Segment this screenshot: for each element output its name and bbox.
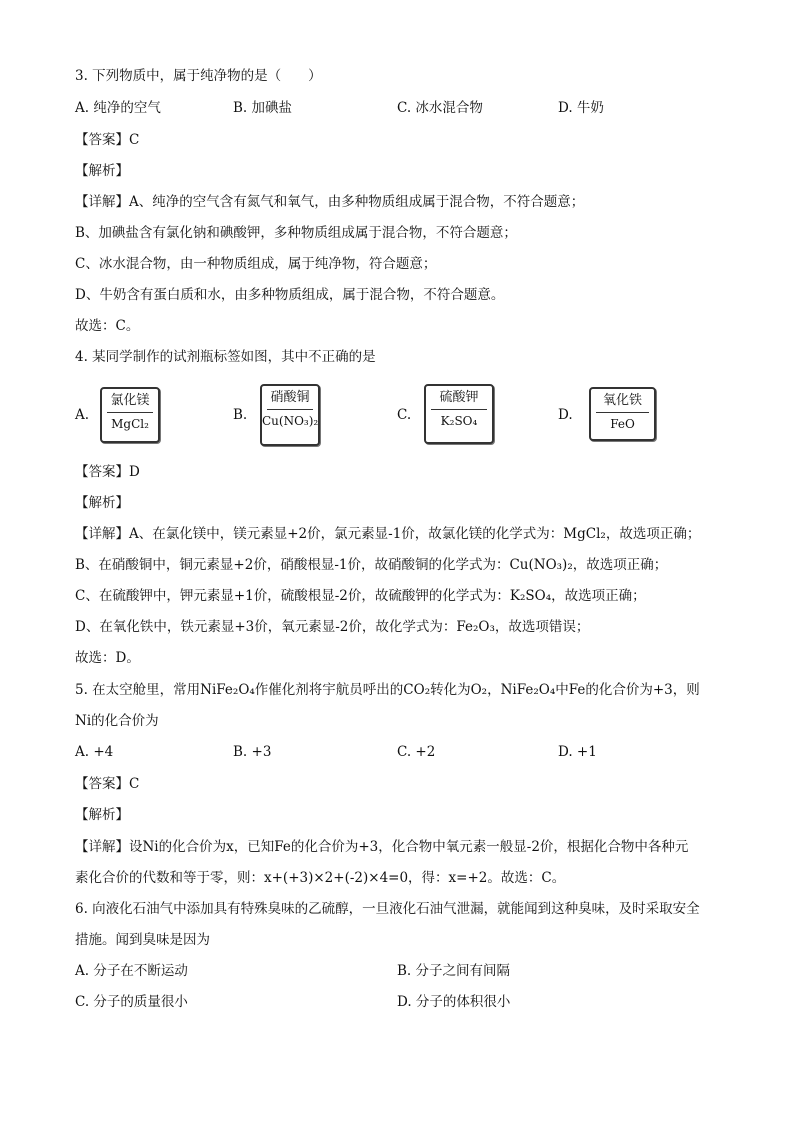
reagent-label-a: [100, 387, 160, 443]
q5-detail-line: 素化合价的代数和等于零，则：x+(+3)×2+(-2)×4=0，得：x=+2。故选：C。: [75, 870, 566, 886]
q5-analysis-heading: 【解析】: [75, 807, 129, 823]
q6-option-a: A. 分子在不断运动: [75, 963, 188, 979]
reagent-label-formula: Cu(NO₃)₂: [262, 414, 319, 428]
q3-detail-line: D、牛奶含有蛋白质和水，由多种物质组成，属于混合物，不符合题意。: [75, 287, 505, 303]
reagent-label-name: 硫酸钾: [431, 389, 487, 410]
reagent-label-name: 氯化镁: [107, 392, 153, 413]
q3-detail-line: 【详解】A、纯净的空气含有氮气和氧气，由多种物质组成属于混合物，不符合题意；: [75, 194, 585, 210]
q5-option-a: A. +4: [75, 744, 114, 760]
reagent-label-formula: K₂SO₄: [440, 414, 478, 428]
q6-option-c: C. 分子的质量很小: [75, 994, 188, 1010]
reagent-label-c: [424, 384, 494, 444]
q5-stem-line-1: 5. 在太空舱里，常用NiFe₂O₄作催化剂将宇航员呼出的CO₂转化为O₂，NiFe₂O₄中Fe的化合价为+3，则: [75, 682, 700, 698]
q3-option-d: D. 牛奶: [558, 100, 604, 116]
q3-stem: 3. 下列物质中，属于纯净物的是（ ）: [75, 68, 322, 84]
q4-option-c-letter: C.: [397, 407, 412, 423]
q5-answer: 【答案】C: [75, 776, 140, 792]
reagent-label-d: [589, 387, 656, 441]
q3-answer: 【答案】C: [75, 132, 140, 148]
q4-option-a-letter: A.: [75, 407, 90, 423]
q3-analysis-heading: 【解析】: [75, 163, 129, 179]
q6-stem-line-1: 6. 向液化石油气中添加具有特殊臭味的乙硫醇，一旦液化石油气泄漏，就能闻到这种臭味，及时采取安全: [75, 901, 700, 917]
q6-stem-line-2: 措施。闻到臭味是因为: [75, 932, 210, 948]
reagent-label-name: 氧化铁: [596, 392, 649, 413]
q4-option-b-letter: B.: [233, 407, 248, 423]
q5-option-d: D. +1: [558, 744, 597, 760]
q4-stem: 4. 某同学制作的试剂瓶标签如图，其中不正确的是: [75, 349, 376, 365]
q5-option-c: C. +2: [397, 744, 436, 760]
q4-analysis-heading: 【解析】: [75, 495, 129, 511]
q4-detail-line: D、在氧化铁中，铁元素显+3价，氧元素显-2价，故化学式为：Fe₂O₃，故选项错误；: [75, 619, 590, 635]
reagent-label-formula: MgCl₂: [111, 417, 149, 431]
q3-detail-line: B、加碘盐含有氯化钠和碘酸钾，多种物质组成属于混合物，不符合题意；: [75, 225, 517, 241]
q4-answer: 【答案】D: [75, 464, 140, 480]
q5-detail-line: 【详解】设Ni的化合价为x，已知Fe的化合价为+3，化合物中氧元素一般显-2价，根据化合物中各种元: [75, 839, 689, 855]
q3-option-a: A. 纯净的空气: [75, 100, 161, 116]
reagent-label-b: [260, 384, 320, 446]
q4-detail-line: 【详解】A、在氯化镁中，镁元素显+2价，氯元素显-1价，故氯化镁的化学式为：MgCl₂，故选项正确；: [75, 526, 701, 542]
q4-conclusion: 故选：D。: [75, 650, 140, 666]
q4-detail-line: B、在硝酸铜中，铜元素显+2价，硝酸根显-1价，故硝酸铜的化学式为：Cu(NO₃)₂，故选项正确；: [75, 557, 668, 573]
reagent-label-formula: FeO: [610, 417, 635, 431]
q5-option-b: B. +3: [233, 744, 272, 760]
reagent-label-name: 硝酸铜: [267, 389, 313, 410]
q6-option-d: D. 分子的体积很小: [397, 994, 511, 1010]
q6-option-b: B. 分子之间有间隔: [397, 963, 511, 979]
q3-option-b: B. 加碘盐: [233, 100, 293, 116]
q4-detail-line: C、在硫酸钾中，钾元素显+1价，硫酸根显-2价，故硫酸钾的化学式为：K₂SO₄，故选项正确；: [75, 588, 646, 604]
q3-conclusion: 故选：C。: [75, 318, 140, 334]
q5-stem-line-2: Ni的化合价为: [75, 713, 159, 729]
q3-detail-line: C、冰水混合物，由一种物质组成，属于纯净物，符合题意；: [75, 256, 437, 272]
q4-option-d-letter: D.: [558, 407, 573, 423]
q3-option-c: C. 冰水混合物: [397, 100, 483, 116]
